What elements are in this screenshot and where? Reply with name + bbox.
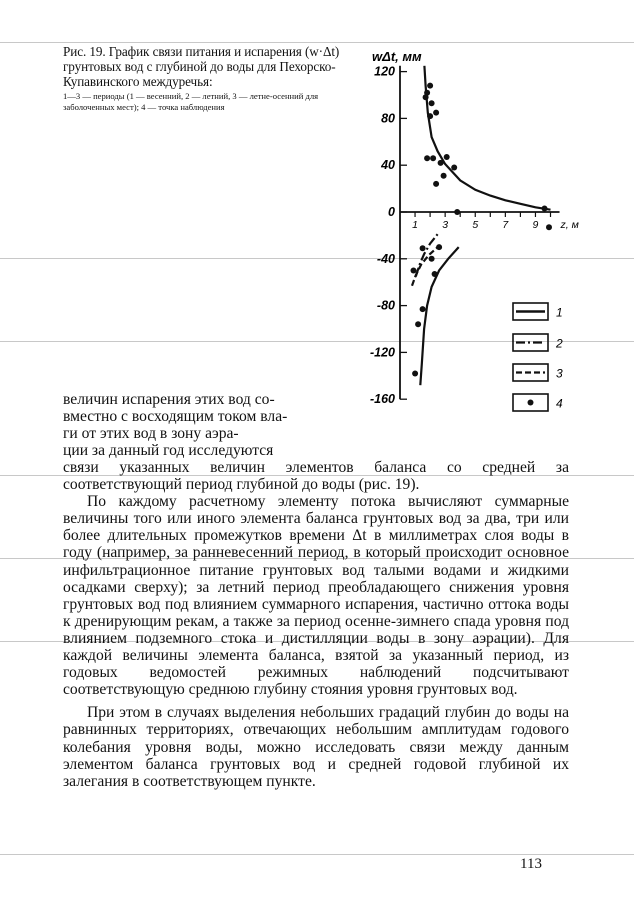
observation-point	[433, 181, 439, 187]
page-number: 113	[520, 856, 542, 872]
observation-point	[430, 155, 436, 161]
observation-point	[424, 155, 430, 161]
y-tick-label: 80	[381, 111, 395, 126]
paragraph: По каждому расчетному элементу потока вычисляют суммарные величины того или иного элемента баланса грунтовых вод за два, три или более длительных промежутков времени Δt в миллиметрах слоя воды в году (например, за ранневесенний период, в который происходит основное инфильтрационное питание грунтовых вод талыми водами и жидкими осадками сверху); за летний период преобладающего снижения уровня грунтовых вод под влиянием суммарного испарения, частично оттока воды к дренирующим рекам, а также за период осенне-зимнего спада уровня под влиянием подземного стока и дистилляции воды в зону аэрации). Для каждой величины элемента баланса, взятой за указанный период, из годовых ведомостей режимных наблюдений подсчитывают соответствующую среднюю глубину стояния уровня грунтовых вод.	[63, 493, 569, 699]
observation-point	[542, 206, 548, 212]
legend-label: 4	[556, 396, 563, 411]
y-axis-title: wΔt, мм	[372, 48, 422, 64]
observation-point	[432, 271, 438, 277]
legend-label: 3	[556, 366, 563, 381]
observation-point	[444, 154, 450, 160]
observation-points	[411, 83, 553, 377]
legend-swatch-point	[528, 400, 534, 406]
x-tick-label: 3	[442, 219, 449, 231]
y-tick-label: 40	[381, 158, 395, 173]
observation-point	[412, 371, 418, 377]
observation-point	[441, 173, 447, 179]
observation-point	[546, 224, 552, 230]
chart-legend	[513, 303, 563, 411]
x-tick-label: 1	[412, 219, 418, 231]
observation-point	[451, 165, 457, 171]
paragraph: При этом в случаях выделения небольших градаций глубин до воды на равнинных территориях, отвечающих небольшим амплитудам годового колебания уровня воды, можно исследовать связи между данным элементом баланса грунтовых вод и средней годовой глубиной их залегания в соответствующем пункте.	[63, 704, 569, 790]
observation-point	[420, 306, 426, 312]
x-tick-label: 9	[532, 219, 539, 231]
observation-point	[411, 268, 417, 274]
text-line: ции за данный год исследуются	[63, 442, 274, 460]
y-tick-label: -80	[376, 298, 395, 313]
curve-period-2	[416, 234, 438, 276]
observation-point	[429, 256, 435, 262]
x-axis-title: z, м	[560, 219, 579, 231]
curve-period-1	[420, 247, 458, 385]
y-tick-label: -120	[369, 345, 395, 360]
caption-legend: 1—3 — периоды (1 — весенний, 2 — летний, 3 — летне-осенний для заболоченных мест); 4 — точка наблюдения	[63, 91, 319, 113]
wrapped-text-block	[63, 391, 378, 459]
x-tick-label: 7	[502, 219, 509, 231]
observation-point	[429, 100, 435, 106]
x-axis-ticks	[412, 212, 550, 231]
chart-axes	[400, 66, 560, 399]
observation-point	[423, 94, 429, 100]
observation-point	[420, 245, 426, 251]
main-text-block	[63, 459, 569, 790]
chart-curves	[412, 66, 551, 385]
observation-point	[454, 209, 460, 215]
legend-label: 2	[556, 336, 563, 351]
y-tick-label: -40	[376, 251, 395, 266]
observation-point	[438, 160, 444, 166]
observation-point	[427, 113, 433, 119]
x-tick-label: 5	[472, 219, 479, 231]
caption-title: Рис. 19. График связи питания и испарения (w·Δt) грунтовых вод с глубиной до воды для Пехорско-Купавинского междуречья:	[63, 44, 340, 89]
observation-point	[427, 83, 433, 89]
observation-point	[415, 321, 421, 327]
observation-point	[436, 244, 442, 250]
observation-point	[433, 110, 439, 116]
text-line: величин испарения этих вод со-	[63, 391, 275, 408]
y-tick-label: 0	[388, 205, 395, 219]
y-tick-label: -160	[369, 392, 395, 407]
curve-period-1	[424, 66, 550, 210]
text-line: ги от этих вод в зону аэра-	[63, 425, 239, 443]
text-line: вместно с восходящим током вла-	[63, 408, 288, 426]
legend-label: 1	[556, 305, 563, 320]
y-tick-label: 120	[374, 64, 395, 79]
paragraph-continuation: связи указанных величин элементов баланса со средней за соответствующий период глубиной до воды (рис. 19).	[63, 459, 569, 494]
y-axis-ticks	[370, 65, 407, 407]
